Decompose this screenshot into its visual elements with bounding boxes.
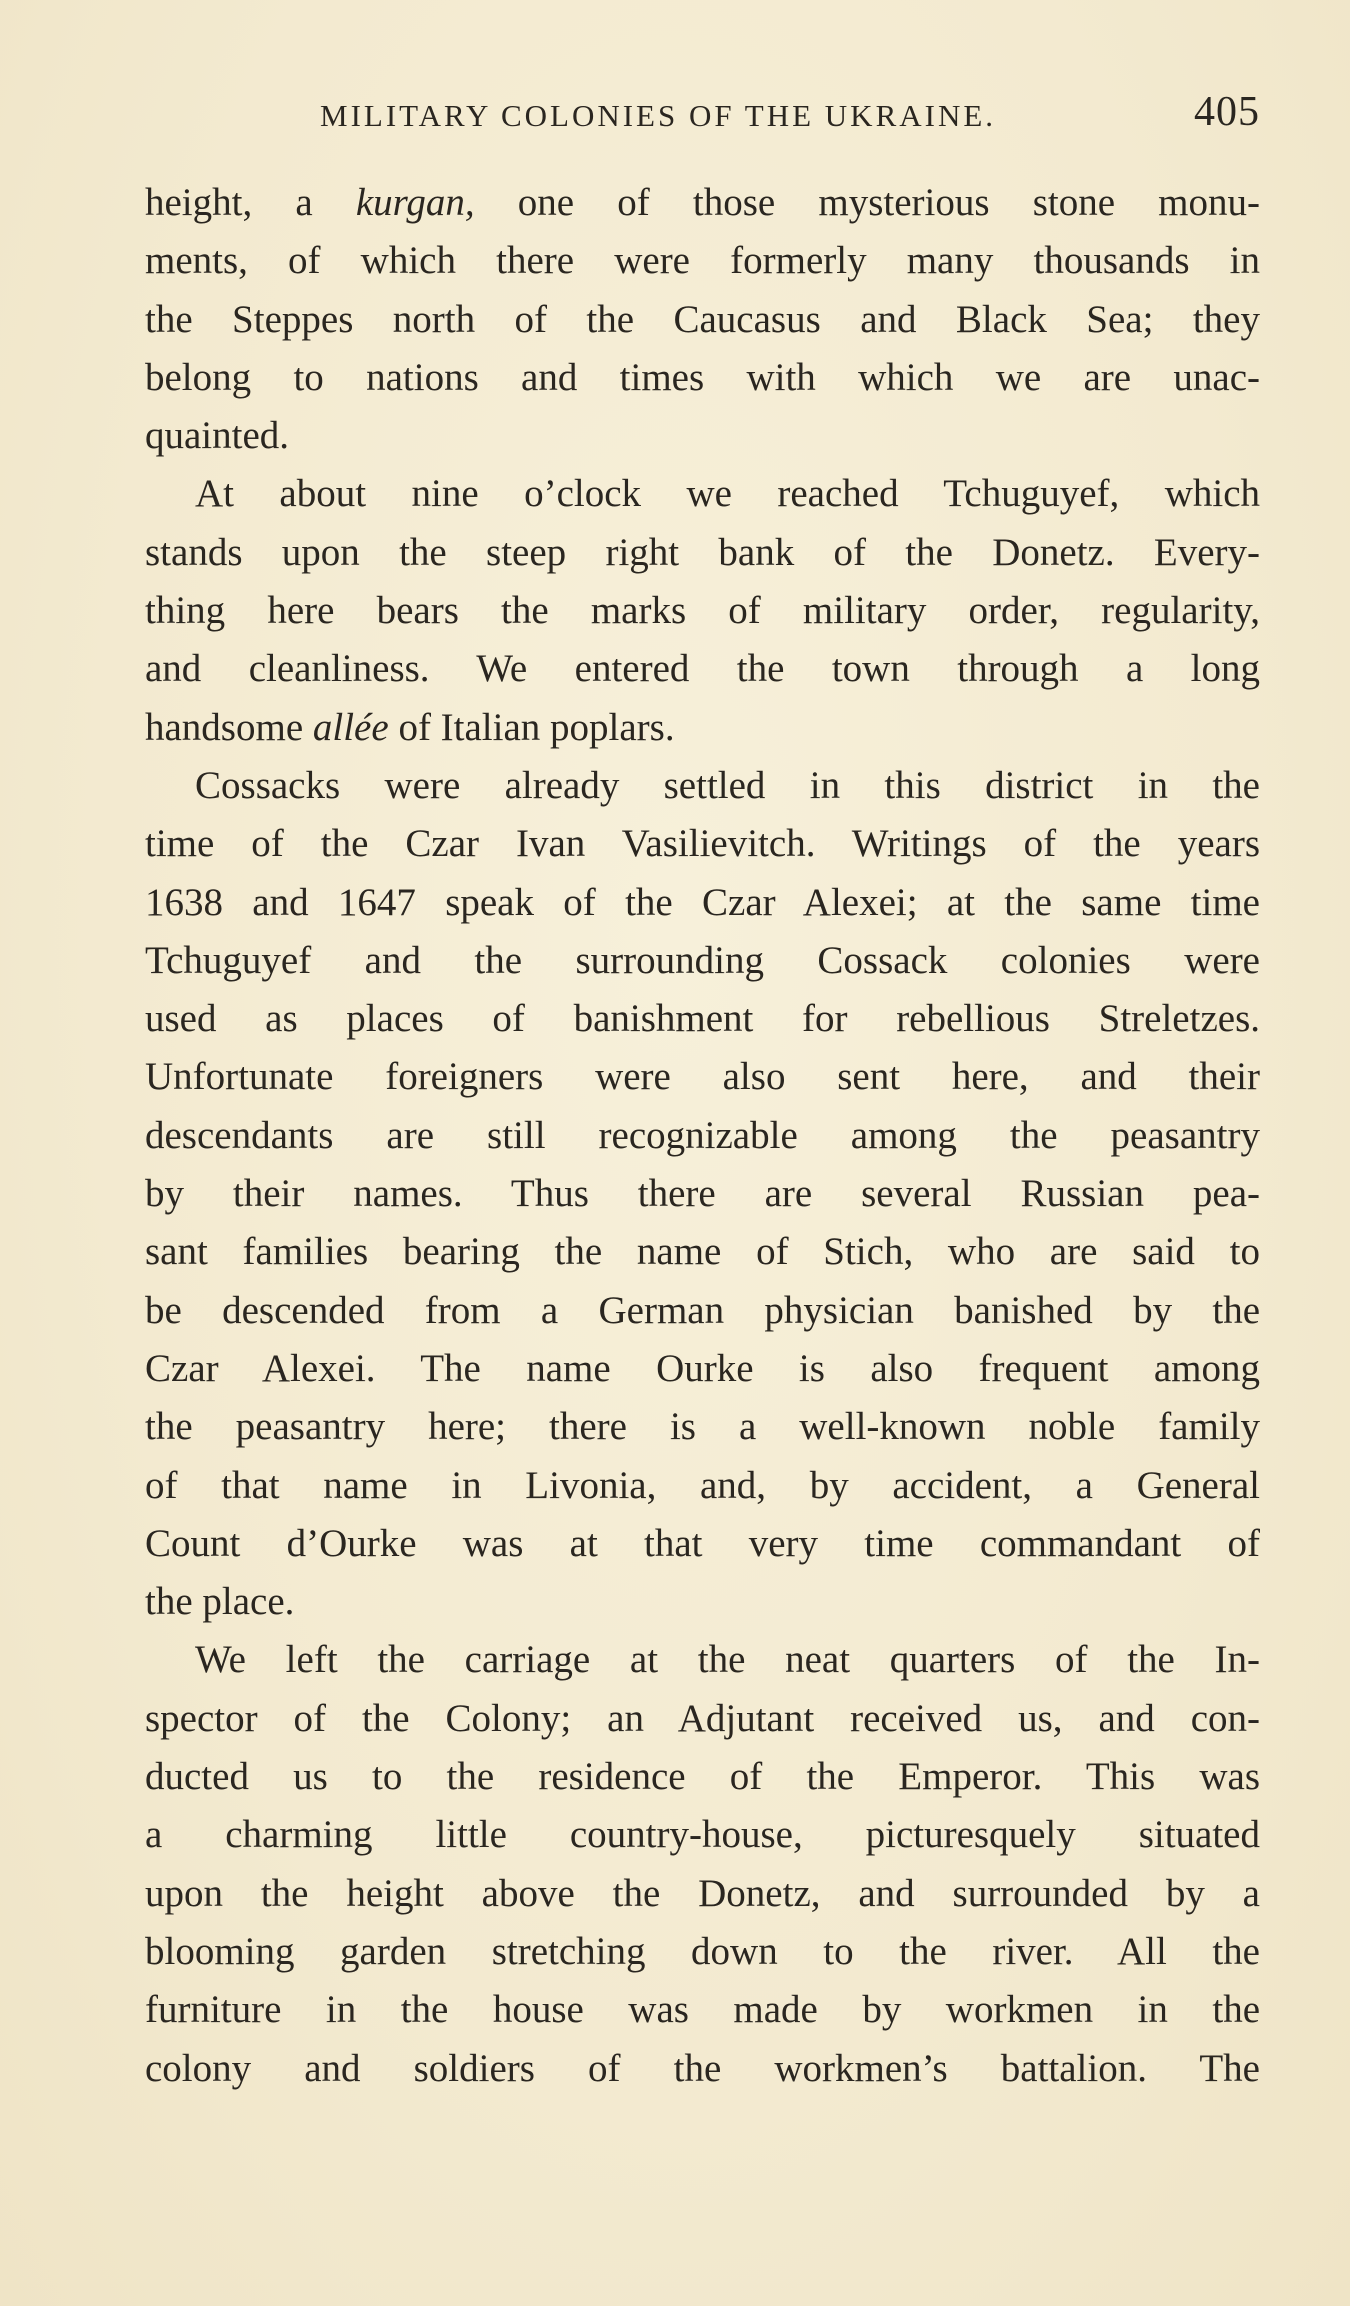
- text-run: of Italian poplars.: [388, 705, 675, 749]
- text-run: Czar Alexei. The name Ourke is also frequent among: [145, 1346, 1260, 1390]
- text-line: [145, 1107, 1260, 1165]
- text-run: thing here bears the marks of military order, regularity,: [145, 589, 1260, 633]
- text-line: [145, 1748, 1260, 1806]
- text-run: Unfortunate foreigners were also sent here, and their: [145, 1055, 1260, 1099]
- text-run: be descended from a German physician banished by the: [145, 1288, 1260, 1332]
- text-run: belong to nations and times with which we are unac-: [145, 355, 1260, 399]
- paragraph-first-line: [145, 757, 1260, 815]
- text-run: At about nine o’clock we reached Tchuguyef, which: [195, 472, 1260, 516]
- text-line: [145, 174, 1260, 232]
- text-run: stands upon the steep right bank of the Donetz. Every-: [145, 530, 1260, 574]
- text-line: [145, 1457, 1260, 1515]
- text-run: Tchuguyef and the surrounding Cossack colonies were: [145, 938, 1260, 982]
- text-line: [145, 932, 1260, 990]
- text-line: [145, 1806, 1260, 1864]
- text-run: Cossacks were already settled in this district in the: [195, 763, 1260, 807]
- text-run: the Steppes north of the Caucasus and Black Sea; they: [145, 297, 1260, 341]
- paragraph-first-line: [145, 465, 1260, 523]
- italic-term: kurgan,: [355, 181, 475, 224]
- text-line: [145, 874, 1260, 932]
- text-run: ments, of which there were formerly many thousands in: [145, 239, 1260, 283]
- text-line: [145, 1981, 1260, 2039]
- text-run: by their names. Thus there are several Russian pea-: [145, 1172, 1260, 1216]
- text-line: [145, 699, 1260, 757]
- text-run: colony and soldiers of the workmen’s battalion. The: [145, 2046, 1260, 2090]
- text-line: [145, 1223, 1260, 1281]
- text-run: sant families bearing the name of Stich, who are said to: [145, 1230, 1260, 1274]
- text-line: [145, 1573, 1260, 1631]
- text-line: [145, 232, 1260, 290]
- text-run: ducted us to the residence of the Emperor. This was: [145, 1755, 1260, 1799]
- text-line: [145, 1282, 1260, 1340]
- text-run: Count d’Ourke was at that very time commandant of: [145, 1521, 1260, 1565]
- text-line: [145, 1690, 1260, 1748]
- paragraph-first-line: [145, 1631, 1260, 1689]
- text-run: handsome: [145, 705, 313, 749]
- page-header: [145, 88, 1260, 148]
- text-line: [145, 1340, 1260, 1398]
- text-line: [145, 524, 1260, 582]
- text-run: a charming little country-house, picturesquely situated: [145, 1813, 1260, 1857]
- running-head: MILITARY COLONIES OF THE UKRAINE.: [320, 98, 997, 133]
- text-run: quainted.: [145, 414, 290, 458]
- text-run: height, a: [145, 181, 356, 224]
- text-run: descendants are still recognizable among the peasantry: [145, 1113, 1260, 1157]
- page-number: 405: [1194, 89, 1260, 135]
- body-text: [145, 174, 1260, 2098]
- text-line: [145, 582, 1260, 640]
- text-line: [145, 407, 1260, 465]
- text-line: [145, 1923, 1260, 1981]
- text-line: [145, 1398, 1260, 1456]
- text-run: We left the carriage at the neat quarters of the In-: [195, 1638, 1260, 1682]
- text-run: and cleanliness. We entered the town through a long: [145, 647, 1260, 691]
- text-run: the peasantry here; there is a well-known noble family: [145, 1405, 1260, 1449]
- text-line: [145, 291, 1260, 349]
- text-run: of that name in Livonia, and, by accident, a General: [145, 1463, 1260, 1507]
- text-line: [145, 1515, 1260, 1573]
- italic-term: allée: [312, 705, 389, 749]
- text-run: used as places of banishment for rebellious Streletzes.: [145, 997, 1260, 1041]
- text-run: upon the height above the Donetz, and surrounded by a: [145, 1871, 1260, 1915]
- text-line: [145, 640, 1260, 698]
- text-run: furniture in the house was made by workmen in the: [145, 1988, 1260, 2032]
- text-run: one of those mysterious stone monu-: [474, 181, 1260, 224]
- text-run: time of the Czar Ivan Vasilievitch. Writings of the years: [145, 822, 1260, 866]
- text-line: [145, 1165, 1260, 1223]
- text-line: [145, 2040, 1260, 2098]
- text-line: [145, 349, 1260, 407]
- text-run: the place.: [145, 1580, 295, 1624]
- text-run: blooming garden stretching down to the river. All the: [145, 1929, 1260, 1973]
- text-run: 1638 and 1647 speak of the Czar Alexei; at the same time: [145, 880, 1260, 924]
- text-line: [145, 990, 1260, 1048]
- text-line: [145, 1865, 1260, 1923]
- text-run: spector of the Colony; an Adjutant received us, and con-: [145, 1696, 1260, 1740]
- text-line: [145, 815, 1260, 873]
- text-line: [145, 1048, 1260, 1106]
